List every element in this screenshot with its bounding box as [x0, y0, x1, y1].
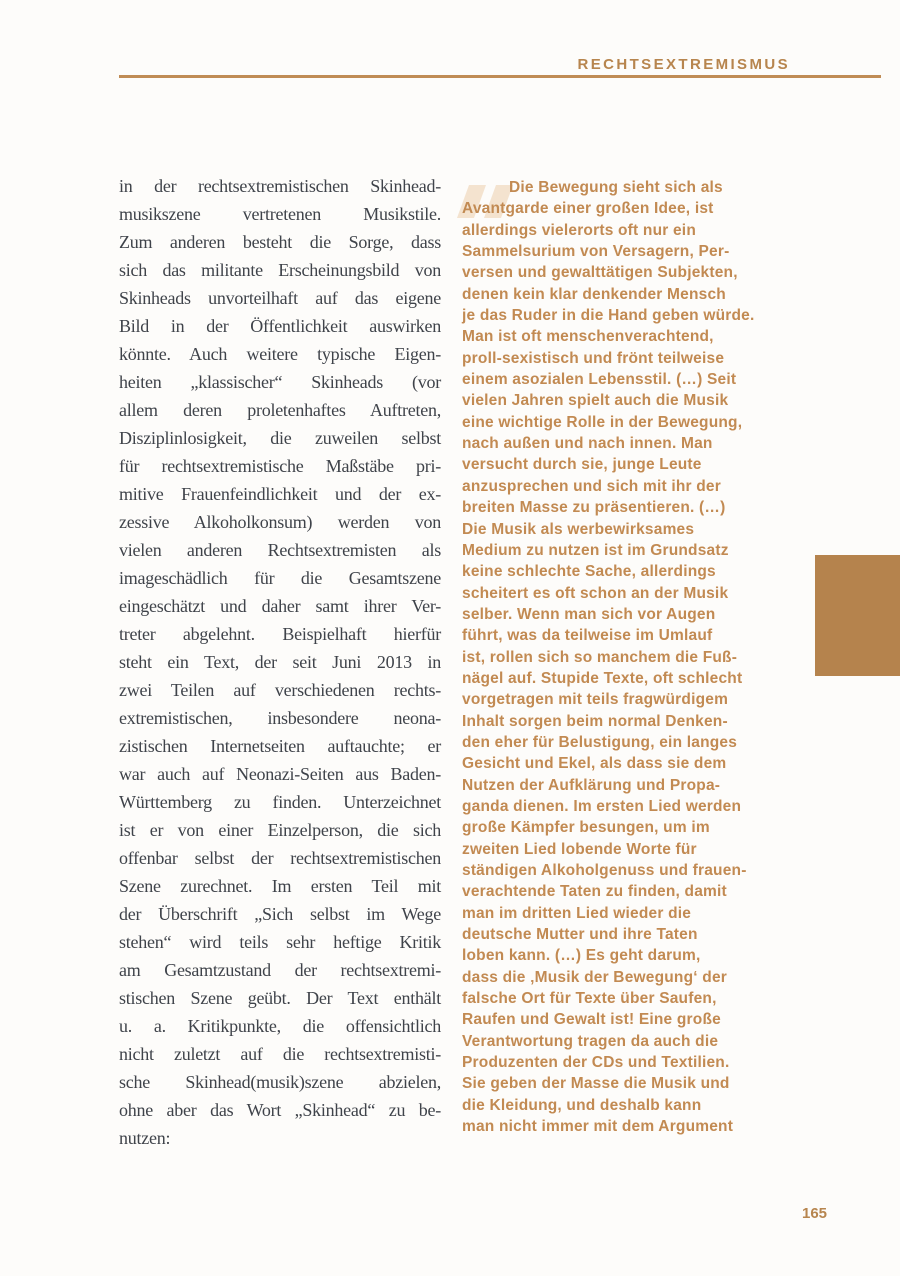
quote-line: führt, was da teilweise im Umlauf [462, 627, 713, 645]
quote-line: nach außen und nach innen. Man [462, 435, 713, 453]
body-line: imageschädlich für die Gesamtszene [119, 568, 441, 588]
quote-line: allerdings vielerorts oft nur ein [462, 221, 696, 239]
quote-line: keine schlechte Sache, allerdings [462, 563, 716, 581]
quote-line: versen und gewalttätigen Subjekten, [462, 264, 738, 282]
quote-line: den eher für Belustigung, ein langes [462, 733, 738, 751]
body-line: sche Skinhead(musik)szene abzielen, [119, 1072, 441, 1092]
body-text-column [119, 172, 441, 1152]
body-line: nutzen: [119, 1128, 171, 1148]
quote-line: breiten Masse zu präsentieren. (…) [462, 499, 726, 517]
quote-line: vorgetragen mit teils fragwürdigem [462, 691, 729, 709]
header-rule [119, 75, 881, 78]
quote-line: zweiten Lied lobende Worte für [462, 840, 697, 858]
quote-line: Produzenten der CDs und Textilien. [462, 1054, 730, 1072]
body-line: sich das militante Erscheinungsbild von [119, 260, 441, 280]
quote-line: anzusprechen und sich mit ihr der [462, 477, 721, 495]
body-line: nicht zuletzt auf die rechtsextremisti- [119, 1044, 441, 1064]
quote-line: Die Bewegung sieht sich als [509, 179, 723, 196]
page-number: 165 [802, 1205, 828, 1222]
quote-line: nägel auf. Stupide Texte, oft schlecht [462, 669, 743, 687]
quote-line: denen kein klar denkender Mensch [462, 285, 726, 303]
quote-line: selber. Wenn man sich vor Augen [462, 605, 716, 623]
quote-line: Medium zu nutzen ist im Grundsatz [462, 541, 729, 559]
quote-line: große Kämpfer besungen, um im [462, 819, 710, 837]
page-header-title: RECHTSEXTREMISMUS [577, 56, 790, 73]
body-line: war auch auf Neonazi-Seiten aus Baden- [119, 764, 441, 784]
body-line: könnte. Auch weitere typische Eigen- [119, 344, 441, 364]
quote-line: man nicht immer mit dem Argument [462, 1118, 734, 1136]
quote-line: Sammelsurium von Versagern, Per- [462, 243, 730, 261]
quote-line: Raufen und Gewalt ist! Eine große [462, 1011, 721, 1029]
quote-line: scheitert es oft schon an der Musik [462, 584, 729, 602]
body-line: mitive Frauenfeindlichkeit und der ex- [119, 484, 441, 504]
body-line: treter abgelehnt. Beispielhaft hierfür [119, 624, 441, 644]
body-line: für rechtsextremistische Maßstäbe pri- [119, 456, 441, 476]
quote-line: man im dritten Lied wieder die [462, 904, 692, 922]
body-line: vielen anderen Rechtsextremisten als [119, 540, 441, 560]
body-line: stehen“ wird teils sehr heftige Kritik [119, 932, 441, 952]
quote-line: ist, rollen sich so manchem die Fuß- [462, 648, 738, 666]
quote-line: versucht durch sie, junge Leute [462, 456, 702, 474]
quote-line: falsche Ort für Texte über Saufen, [462, 990, 717, 1008]
body-line: extremistischen, insbesondere neona- [119, 708, 441, 728]
body-line: Szene zurechnet. Im ersten Teil mit [119, 876, 441, 896]
quote-line: ständigen Alkoholgenuss und frauen- [462, 862, 747, 879]
body-line: Bild in der Öffentlichkeit auswirken [119, 316, 441, 336]
quote-line: die Kleidung, und deshalb kann [462, 1096, 702, 1114]
quote-line: eine wichtige Rolle in der Bewegung, [462, 413, 743, 431]
quote-line: Die Musik als werbewirksames [462, 520, 695, 538]
body-line: am Gesamtzustand der rechtsextremi- [119, 960, 441, 980]
quote-line: dass die ‚Musik der Bewegung‘ der [462, 968, 727, 986]
body-line: ist er von einer Einzelperson, die sich [119, 820, 441, 840]
body-line: steht ein Text, der seit Juni 2013 in [119, 652, 441, 672]
body-line: zessive Alkoholkonsum) werden von [119, 512, 441, 532]
body-line: offenbar selbst der rechtsextremistischen [119, 848, 441, 868]
body-line: musikszene vertretenen Musikstile. [119, 204, 441, 224]
quote-line: einem asozialen Lebensstil. (…) Seit [462, 371, 737, 389]
body-line: in der rechtsextremistischen Skinhead- [119, 176, 441, 196]
body-line: Zum anderen besteht die Sorge, dass [119, 232, 441, 252]
body-line: Württemberg zu finden. Unterzeichnet [119, 792, 441, 812]
quote-line: Inhalt sorgen beim normal Denken- [462, 712, 728, 730]
quote-line: Gesicht und Ekel, als dass sie dem [462, 755, 727, 773]
quote-line: Verantwortung tragen da auch die [462, 1032, 719, 1050]
quote-line: vielen Jahren spielt auch die Musik [462, 392, 729, 410]
body-line: zistischen Internetseiten auftauchte; er [119, 736, 441, 756]
body-line: u. a. Kritikpunkte, die offensichtlich [119, 1016, 441, 1036]
quote-line: je das Ruder in die Hand geben würde. [462, 307, 755, 325]
body-line: der Überschrift „Sich selbst im Wege [119, 904, 441, 924]
quote-line: deutsche Mutter und ihre Taten [462, 926, 698, 944]
section-tab-marker [815, 555, 900, 676]
body-line: zwei Teilen auf verschiedenen rechts- [119, 680, 441, 700]
quote-line: ganda dienen. Im ersten Lied werden [462, 797, 742, 815]
quote-line: loben kann. (…) Es geht darum, [462, 947, 701, 965]
body-line: ohne aber das Wort „Skinhead“ zu be- [119, 1100, 441, 1120]
body-line: Disziplinlosigkeit, die zuweilen selbst [119, 428, 441, 448]
quote-column [462, 177, 797, 1137]
body-line: stischen Szene geübt. Der Text enthält [119, 988, 441, 1008]
quote-line: Avantgarde einer großen Idee, ist [462, 200, 714, 218]
quote-line: Nutzen der Aufklärung und Propa- [462, 776, 721, 794]
body-line: eingeschätzt und daher samt ihrer Ver- [119, 596, 441, 616]
quote-line: proll-sexistisch und frönt teilweise [462, 349, 725, 367]
body-line: allem deren proletenhaftes Auftreten, [119, 400, 441, 420]
quote-line: verachtende Taten zu finden, damit [462, 883, 727, 901]
body-line: heiten „klassischer“ Skinheads (vor [119, 372, 441, 392]
quote-line: Sie geben der Masse die Musik und [462, 1075, 730, 1093]
body-line: Skinheads unvorteilhaft auf das eigene [119, 288, 441, 308]
quote-line: Man ist oft menschenverachtend, [462, 328, 714, 346]
